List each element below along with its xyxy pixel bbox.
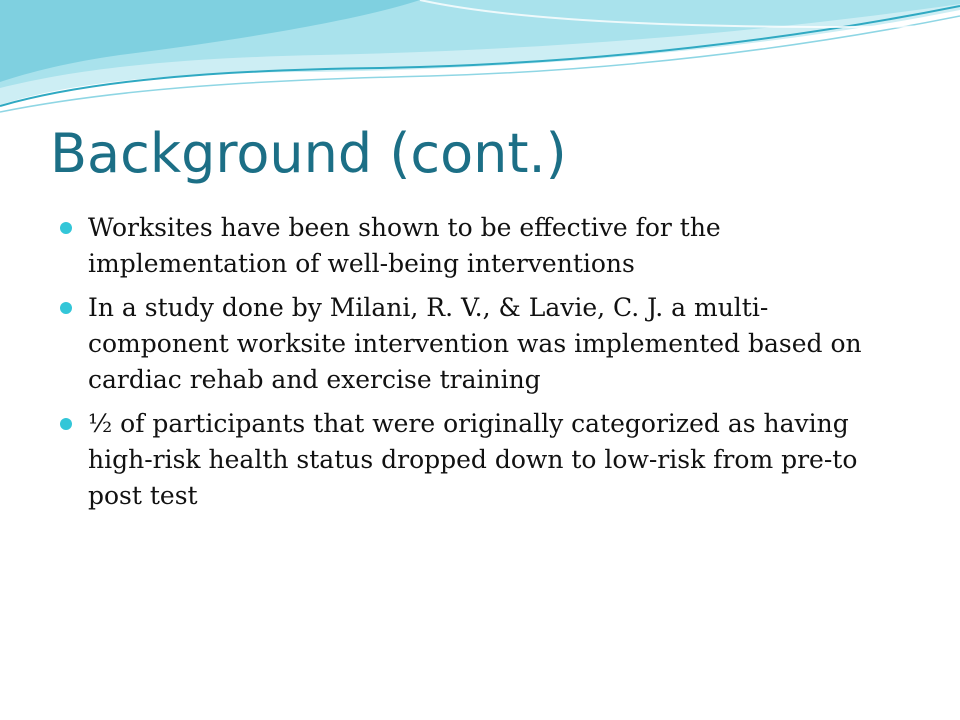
bullet-text: Worksites have been shown to be effective for the implementation of well-being interventions (88, 213, 721, 278)
bullet-dot-icon (60, 418, 72, 430)
header-wave-decoration (0, 0, 960, 130)
bullet-item (58, 290, 898, 398)
bullet-dot-icon (60, 302, 72, 314)
bullet-item (58, 406, 898, 514)
slide-title: Background (cont.) (50, 122, 567, 185)
bullet-item (58, 210, 898, 282)
bullet-text: ½ of participants that were originally categorized as having high-risk health status dropped down to low-risk from pre-to post test (88, 409, 858, 510)
bullet-dot-icon (60, 222, 72, 234)
bullet-list (58, 210, 898, 522)
bullet-text: In a study done by Milani, R. V., & Lavie, C. J. a multi-component worksite intervention was implemented based on cardiac rehab and exercise training (88, 293, 862, 394)
